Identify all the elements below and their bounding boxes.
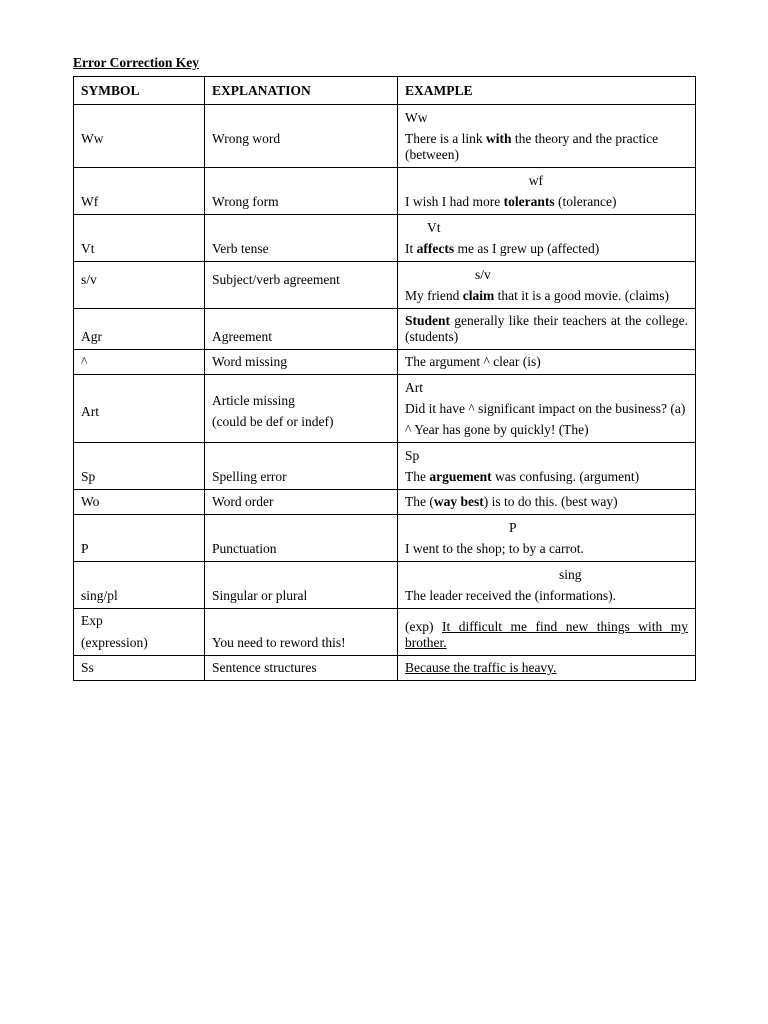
symbol-text: s/v (81, 272, 97, 287)
error-annotation: s/v (475, 267, 491, 282)
explanation-text: Wrong word (212, 131, 281, 146)
table-header-row (74, 77, 696, 105)
table-row (74, 443, 696, 490)
explanation-cell: Agreement (205, 309, 398, 350)
example-text-part: There is a link (405, 131, 486, 146)
error-word: tolerants (503, 194, 555, 209)
error-annotation: Art (405, 380, 423, 395)
explanation-cell: Singular or plural (205, 562, 398, 609)
table-row (74, 350, 696, 375)
error-annotation: wf (528, 173, 543, 188)
example-cell (398, 515, 696, 562)
symbol-note: (expression) (81, 635, 148, 650)
table-row (74, 609, 696, 656)
example-text-part: ) is to do this. (best way) (483, 494, 618, 509)
table-row (74, 515, 696, 562)
explanation-cell: Spelling error (205, 443, 398, 490)
example-text: ^ Year has gone by quickly! (The) (405, 422, 589, 437)
example-text: Did it have ^ significant impact on the business? (a) (405, 401, 686, 416)
symbol-text: Ww (81, 131, 104, 146)
example-text-part: generally like their teachers at the college. (students) (405, 313, 688, 344)
explanation-cell: Wrong form (205, 168, 398, 215)
example-cell: The argument ^ clear (is) (398, 350, 696, 375)
header-example: EXAMPLE (398, 77, 696, 105)
explanation-note: (could be def or indef) (212, 414, 334, 429)
symbol-cell: Wo (74, 490, 205, 515)
explanation-text: Article missing (212, 393, 295, 408)
table-row (74, 262, 696, 309)
table-row (74, 215, 696, 262)
symbol-text: Art (81, 403, 99, 419)
example-cell (398, 309, 696, 350)
error-word: claim (462, 288, 495, 303)
example-cell (398, 656, 696, 681)
example-text (405, 194, 688, 210)
error-word: way best (433, 494, 484, 509)
symbol-cell: Agr (74, 309, 205, 350)
explanation-cell: Punctuation (205, 515, 398, 562)
explanation-cell (205, 375, 398, 443)
explanation-cell: Sentence structures (205, 656, 398, 681)
example-text (405, 469, 688, 485)
symbol-cell: Vt (74, 215, 205, 262)
explanation-cell: Word missing (205, 350, 398, 375)
error-annotation: sing (559, 567, 582, 582)
example-text-part: The ( (405, 494, 434, 509)
example-text-part: My friend (405, 288, 463, 303)
example-cell (398, 562, 696, 609)
example-text-part: me as I grew up (affected) (454, 241, 600, 256)
symbol-cell: Ss (74, 656, 205, 681)
symbol-cell: P (74, 515, 205, 562)
example-cell (398, 375, 696, 443)
table-row (74, 656, 696, 681)
example-text (405, 241, 688, 257)
explanation-cell: Verb tense (205, 215, 398, 262)
example-cell (398, 215, 696, 262)
example-cell (398, 609, 696, 656)
symbol-cell: ^ (74, 350, 205, 375)
underlined-sentence: Because the traffic is heavy. (405, 660, 557, 675)
error-annotation: Ww (405, 110, 428, 125)
explanation-cell (205, 105, 398, 168)
error-word: affects (416, 241, 455, 256)
table-row (74, 562, 696, 609)
header-explanation: EXPLANATION (205, 77, 398, 105)
underlined-sentence: It difficult me find new things with my brother. (405, 619, 689, 650)
symbol-cell: Wf (74, 168, 205, 215)
example-text: I went to the shop; to by a carrot. (405, 541, 584, 556)
example-text-part: was confusing. (argument) (491, 469, 640, 484)
symbol-cell: Sp (74, 443, 205, 490)
symbol-cell (74, 262, 205, 309)
table-row (74, 490, 696, 515)
explanation-text: Subject/verb agreement (212, 272, 340, 287)
example-text (405, 288, 688, 304)
symbol-cell (74, 375, 205, 443)
example-text (405, 619, 688, 651)
example-text-part: I wish I had more (405, 194, 504, 209)
table-row (74, 168, 696, 215)
example-cell (398, 490, 696, 515)
example-text (405, 131, 688, 163)
example-cell (398, 262, 696, 309)
symbol-cell (74, 105, 205, 168)
document-title: Error Correction Key (73, 55, 199, 70)
explanation-cell (205, 262, 398, 309)
explanation-cell: Word order (205, 490, 398, 515)
error-word: arguement (429, 469, 492, 484)
example-cell (398, 105, 696, 168)
symbol-cell: sing/pl (74, 562, 205, 609)
explanation-cell: You need to reword this! (205, 609, 398, 656)
table-row (74, 309, 696, 350)
example-text: The leader received the (informations). (405, 588, 617, 603)
error-annotation: Vt (427, 220, 441, 235)
symbol-text: Exp (81, 613, 103, 628)
header-symbol: SYMBOL (74, 77, 205, 105)
symbol-cell (74, 609, 205, 656)
example-text-part: It (405, 241, 417, 256)
table-row (74, 105, 696, 168)
error-word: Student (405, 313, 451, 328)
error-word: with (485, 131, 512, 146)
example-cell (398, 168, 696, 215)
error-annotation: P (509, 520, 517, 535)
example-text (405, 313, 688, 345)
error-correction-table (73, 76, 696, 681)
example-text-part: the theory and the practice (between) (405, 131, 659, 162)
error-annotation: Sp (405, 448, 420, 463)
example-text-part: (tolerance) (554, 194, 617, 209)
table-row (74, 375, 696, 443)
example-text-part: that it is a good movie. (claims) (494, 288, 669, 303)
example-cell (398, 443, 696, 490)
example-prefix: (exp) (405, 619, 442, 634)
example-text-part: The (405, 469, 430, 484)
